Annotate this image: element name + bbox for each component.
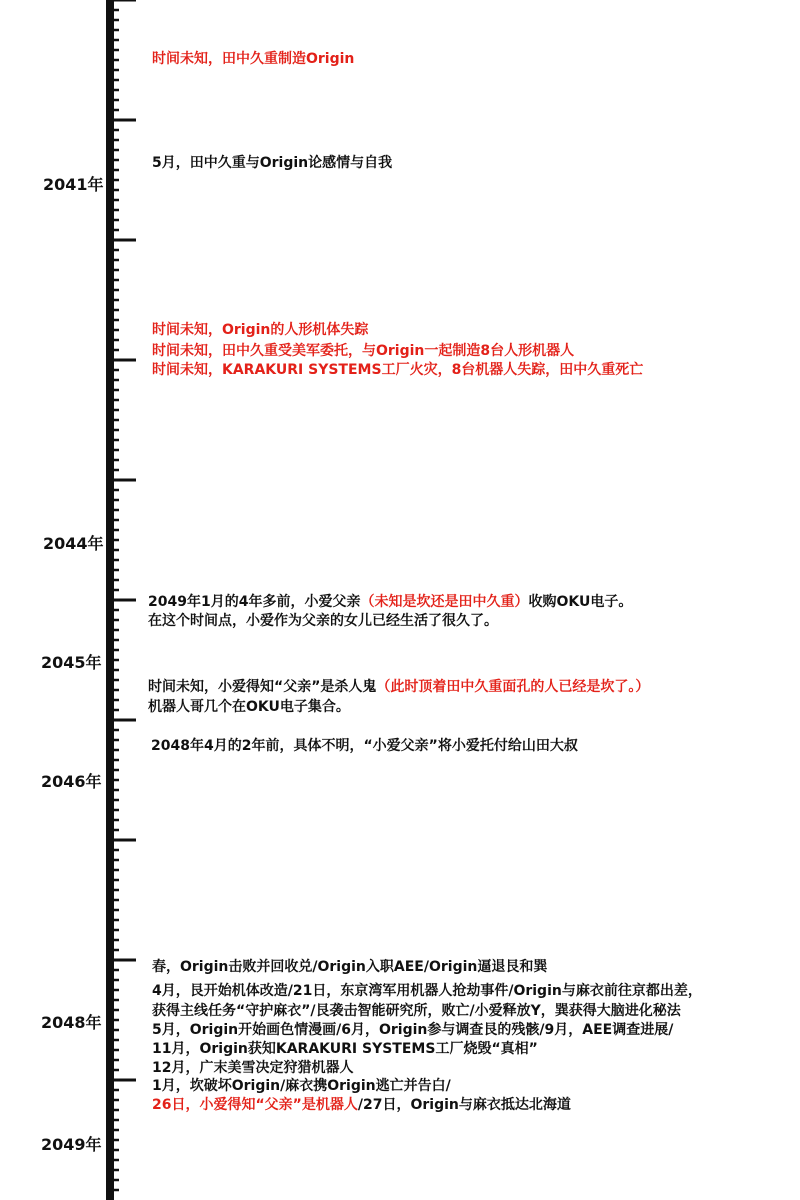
minor-tick [106, 49, 119, 52]
minor-tick [106, 289, 119, 292]
minor-tick [106, 709, 119, 712]
minor-tick [106, 159, 119, 162]
event-dec-2048: 12月，广末美雪决定狩猎机器人 [152, 1060, 354, 1076]
minor-tick [106, 459, 119, 462]
minor-tick [106, 739, 119, 742]
minor-tick [106, 179, 119, 182]
minor-tick [106, 609, 119, 612]
minor-tick [106, 489, 119, 492]
minor-tick [106, 309, 119, 312]
minor-tick [106, 109, 119, 112]
minor-tick [106, 59, 119, 62]
minor-tick [106, 1119, 119, 1122]
minor-tick [106, 519, 119, 522]
minor-tick [106, 469, 119, 472]
minor-tick [106, 659, 119, 662]
minor-tick [106, 979, 119, 982]
minor-tick [106, 889, 119, 892]
minor-tick [106, 1189, 119, 1192]
minor-tick [106, 699, 119, 702]
minor-tick [106, 829, 119, 832]
minor-tick [106, 629, 119, 632]
event-oku-acquisition-note: （未知是坎还是田中久重） [360, 594, 529, 610]
event-may-sep-2048: 5月，Origin开始画色情漫画/6月，Origin参与调查艮的残骸/9月，AEE调查进展/ [152, 1022, 674, 1038]
event-oku-acquisition-start: 2049年1月的4年多前，小爱父亲 [148, 594, 361, 610]
minor-tick [106, 129, 119, 132]
year-label-2044: 2044年 [43, 534, 104, 553]
minor-tick [106, 639, 119, 642]
minor-tick [106, 879, 119, 882]
minor-tick [106, 869, 119, 872]
minor-tick [106, 569, 119, 572]
event-daughter-life: 在这个时间点，小爱作为父亲的女儿已经生活了很久了。 [148, 613, 498, 629]
minor-tick [106, 689, 119, 692]
event-robot-revealed: 26日，小爱得知“父亲”是机器人 [152, 1097, 358, 1113]
minor-tick [106, 649, 119, 652]
event-oku-acquisition-end: 收购OKU电子。 [528, 594, 633, 610]
major-tick [106, 959, 136, 962]
minor-tick [106, 1129, 119, 1132]
minor-tick [106, 949, 119, 952]
event-military-commission: 时间未知，田中久重受美军委托，与Origin一起制造8台人形机器人 [152, 343, 575, 359]
minor-tick [106, 1069, 119, 1072]
minor-tick [106, 189, 119, 192]
minor-tick [106, 449, 119, 452]
minor-tick [106, 1089, 119, 1092]
minor-tick [106, 259, 119, 262]
minor-tick [106, 429, 119, 432]
minor-tick [106, 69, 119, 72]
event-april-2048: 4月，艮开始机体改造/21日，东京湾军用机器人抢劫事件/Origin与麻衣前往京都出差， [152, 983, 702, 999]
minor-tick [106, 249, 119, 252]
year-label-2049: 2049年 [41, 1135, 102, 1154]
minor-tick [106, 299, 119, 302]
minor-tick [106, 769, 119, 772]
minor-tick [106, 209, 119, 212]
minor-tick [106, 1039, 119, 1042]
minor-tick [106, 669, 119, 672]
minor-tick [106, 969, 119, 972]
minor-tick [106, 349, 119, 352]
minor-tick [106, 909, 119, 912]
major-tick [106, 719, 136, 722]
minor-tick [106, 789, 119, 792]
minor-tick [106, 79, 119, 82]
event-nov-2048: 11月，Origin获知KARAKURI SYSTEMS工厂烧毁“真相” [152, 1041, 538, 1057]
minor-tick [106, 329, 119, 332]
minor-tick [106, 809, 119, 812]
major-tick [106, 239, 136, 242]
event-factory-fire: 时间未知，KARAKURI SYSTEMS工厂火灾，8台机器人失踪，田中久重死亡 [152, 362, 644, 378]
minor-tick [106, 419, 119, 422]
major-tick [106, 839, 136, 842]
major-tick [106, 0, 136, 2]
minor-tick [106, 19, 119, 22]
event-emotion-talk: 5月，田中久重与Origin论感情与自我 [152, 155, 393, 171]
event-main-quest: 获得主线任务“守护麻衣”/艮袭击智能研究所，败亡/小爱释放Y，巽获得大脑进化秘法 [152, 1003, 681, 1019]
minor-tick [106, 169, 119, 172]
minor-tick [106, 1139, 119, 1142]
minor-tick [106, 369, 119, 372]
minor-tick [106, 919, 119, 922]
minor-tick [106, 99, 119, 102]
minor-tick [106, 1109, 119, 1112]
minor-tick [106, 989, 119, 992]
minor-tick [106, 339, 119, 342]
event-spring-2048: 春，Origin击败并回收兑/Origin入职AEE/Origin逼退艮和巽 [152, 959, 548, 975]
minor-tick [106, 579, 119, 582]
minor-tick [106, 749, 119, 752]
minor-tick [106, 1009, 119, 1012]
minor-tick [106, 1099, 119, 1102]
minor-tick [106, 379, 119, 382]
minor-tick [106, 139, 119, 142]
event-killer-revealed-note: （此时顶着田中久重面孔的人已经是坎了。） [376, 679, 650, 695]
event-26th-27th [152, 1096, 571, 1114]
event-oku-acquisition [148, 593, 632, 611]
minor-tick [106, 439, 119, 442]
minor-tick [106, 269, 119, 272]
minor-tick [106, 1049, 119, 1052]
minor-tick [106, 219, 119, 222]
major-tick [106, 599, 136, 602]
major-tick [106, 479, 136, 482]
minor-tick [106, 999, 119, 1002]
minor-tick [106, 549, 119, 552]
minor-tick [106, 799, 119, 802]
minor-tick [106, 619, 119, 622]
event-robots-gather: 机器人哥几个在OKU电子集合。 [148, 699, 350, 715]
minor-tick [106, 399, 119, 402]
minor-tick [106, 9, 119, 12]
year-label-2045: 2045年 [41, 653, 102, 672]
minor-tick [106, 539, 119, 542]
year-label-2041: 2041年 [43, 175, 104, 194]
minor-tick [106, 1029, 119, 1032]
minor-tick [106, 229, 119, 232]
minor-tick [106, 679, 119, 682]
minor-tick [106, 1019, 119, 1022]
minor-tick [106, 819, 119, 822]
minor-tick [106, 389, 119, 392]
minor-tick [106, 409, 119, 412]
minor-tick [106, 89, 119, 92]
minor-tick [106, 1169, 119, 1172]
event-jan-2049: 1月，坎破坏Origin/麻衣携Origin逃亡并告白/ [152, 1078, 451, 1094]
minor-tick [106, 1149, 119, 1152]
minor-tick [106, 939, 119, 942]
event-body-missing: 时间未知，Origin的人形机体失踪 [152, 322, 369, 338]
minor-tick [106, 1059, 119, 1062]
event-origin-created: 时间未知，田中久重制造Origin [152, 51, 355, 67]
minor-tick [106, 499, 119, 502]
event-killer-revealed [148, 678, 649, 696]
year-label-2046: 2046年 [41, 772, 102, 791]
minor-tick [106, 149, 119, 152]
minor-tick [106, 279, 119, 282]
minor-tick [106, 39, 119, 42]
major-tick [106, 119, 136, 122]
minor-tick [106, 849, 119, 852]
event-killer-revealed-start: 时间未知，小爱得知“父亲”是杀人鬼 [148, 679, 377, 695]
minor-tick [106, 29, 119, 32]
minor-tick [106, 779, 119, 782]
event-entrusted-yamada: 2048年4月的2年前，具体不明，“小爱父亲”将小爱托付给山田大叔 [151, 738, 578, 754]
minor-tick [106, 929, 119, 932]
minor-tick [106, 589, 119, 592]
major-tick [106, 1079, 136, 1082]
minor-tick [106, 729, 119, 732]
minor-tick [106, 759, 119, 762]
year-label-2048: 2048年 [41, 1013, 102, 1032]
minor-tick [106, 1159, 119, 1162]
minor-tick [106, 199, 119, 202]
minor-tick [106, 509, 119, 512]
minor-tick [106, 899, 119, 902]
minor-tick [106, 319, 119, 322]
minor-tick [106, 1179, 119, 1182]
minor-tick [106, 529, 119, 532]
minor-tick [106, 859, 119, 862]
major-tick [106, 359, 136, 362]
event-hokkaido-arrival: /27日，Origin与麻衣抵达北海道 [357, 1097, 571, 1113]
minor-tick [106, 559, 119, 562]
